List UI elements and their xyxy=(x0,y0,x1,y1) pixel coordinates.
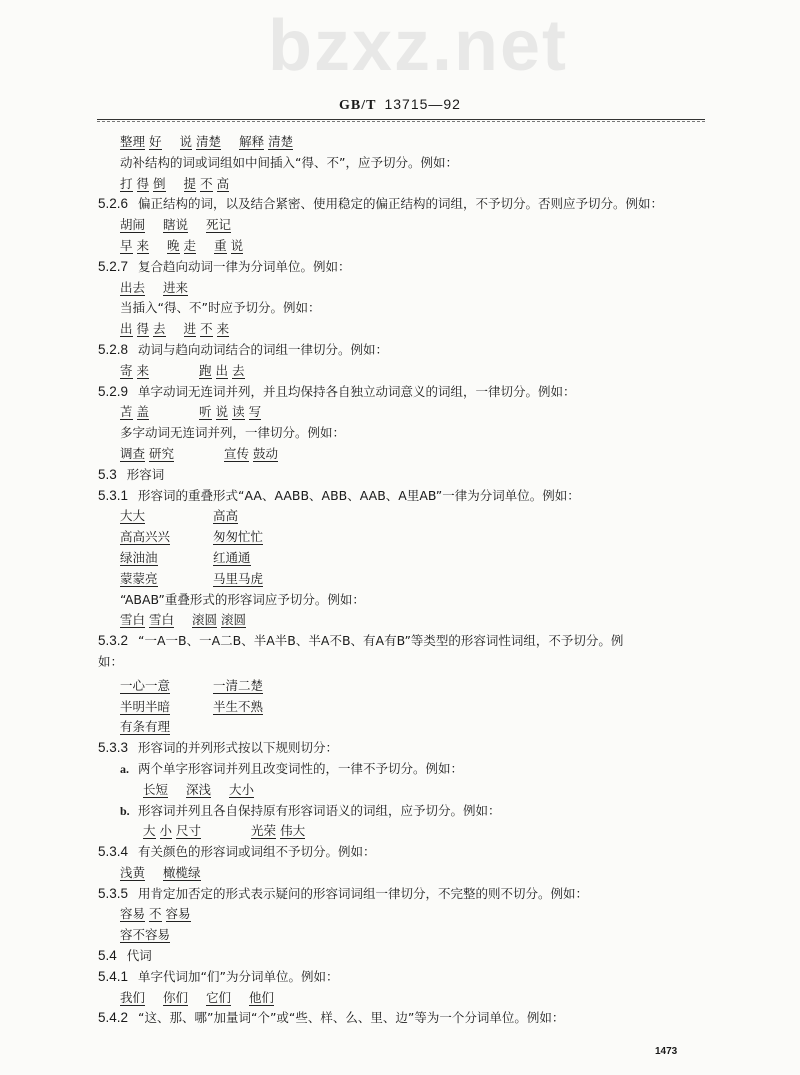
section-number: 5.3.4 xyxy=(98,844,129,860)
example-cell xyxy=(213,569,306,590)
example-word-group xyxy=(180,132,226,153)
example-table-row xyxy=(98,697,708,718)
segmented-token: 早 xyxy=(120,237,133,253)
segmented-token: 匆匆忙忙 xyxy=(213,529,264,545)
segmented-token: 好 xyxy=(149,134,162,149)
example-word-group xyxy=(167,236,200,257)
example-word-group xyxy=(143,780,172,801)
segmented-token: 高高 xyxy=(213,508,239,524)
example-table-row xyxy=(98,569,708,590)
example-word-group xyxy=(206,988,235,1009)
example-table-row xyxy=(98,676,708,697)
example-line xyxy=(98,821,708,842)
example-word-group xyxy=(120,174,170,195)
segmented-token: 宣传 xyxy=(224,445,250,461)
segmented-token: 尺寸 xyxy=(176,823,202,839)
segmented-token: 整理 xyxy=(120,134,146,149)
section-line xyxy=(98,842,708,863)
segmented-token: 倒 xyxy=(153,175,166,191)
standard-number: 13715—92 xyxy=(384,96,461,112)
list-marker: a. xyxy=(120,761,129,776)
segmented-token: 来 xyxy=(216,321,230,337)
paragraph-line xyxy=(98,153,708,174)
segmented-token: 清楚 xyxy=(268,134,294,149)
segmented-token: 出 xyxy=(215,362,229,378)
segmented-token: 有条有理 xyxy=(120,719,171,735)
segmented-token: 长短 xyxy=(143,781,169,797)
paragraph-text: 动补结构的词或词组如中间插入“得、不”，应予切分。例如： xyxy=(120,154,458,170)
example-word-group xyxy=(163,278,192,299)
example-cell xyxy=(213,676,306,697)
segmented-token: 橄榄绿 xyxy=(163,864,201,880)
segmented-token: 红通通 xyxy=(213,549,251,565)
segmented-token: 深浅 xyxy=(186,781,212,797)
segmented-token: 瞎说 xyxy=(163,217,189,233)
example-line xyxy=(98,361,708,382)
section-text: 单字动词无连词并列，并且均保持各自独立动词意义的词组，一律切分。例如： xyxy=(138,383,576,399)
segmented-token: 一心一意 xyxy=(120,677,171,693)
example-word-group xyxy=(120,361,153,382)
segmented-token: 雪白 xyxy=(149,612,175,628)
list-item xyxy=(98,759,708,780)
section-number: 5.3.2 xyxy=(98,633,129,649)
example-line xyxy=(98,215,708,236)
section-number: 5.3 xyxy=(98,466,117,482)
section-line xyxy=(98,884,708,905)
example-line xyxy=(98,444,708,465)
example-line xyxy=(98,988,708,1009)
example-line xyxy=(98,780,708,801)
segmented-token: 出去 xyxy=(120,279,146,295)
paragraph-line xyxy=(98,590,708,611)
segmented-token: 不 xyxy=(200,321,213,337)
segmented-token: 得 xyxy=(136,175,150,191)
section-line xyxy=(98,738,708,759)
segmented-token: 去 xyxy=(232,362,245,378)
section-number: 5.4.2 xyxy=(98,1010,129,1026)
section-number: 5.3.1 xyxy=(98,487,129,503)
section-line xyxy=(98,340,708,361)
example-word-group xyxy=(120,988,149,1009)
example-word-group xyxy=(143,821,205,842)
example-word-group xyxy=(120,278,149,299)
segmented-token: 苫 xyxy=(120,404,133,420)
section-line xyxy=(98,194,708,215)
segmented-token: 得 xyxy=(136,321,150,337)
paragraph-text: 当插入“得、不”时应予切分。例如： xyxy=(120,300,321,316)
example-cell xyxy=(120,548,213,569)
segmented-token: 打 xyxy=(120,175,133,191)
example-word-group xyxy=(239,132,297,153)
section-text: 动词与趋向动词结合的词组一律切分。例如： xyxy=(138,341,389,357)
example-word-group xyxy=(120,402,153,423)
segmented-token: 研究 xyxy=(149,445,175,461)
section-text: 形容词的并列形式按以下规则切分： xyxy=(138,740,339,756)
paragraph-text: 如： xyxy=(98,653,124,669)
segmented-token: 浅黄 xyxy=(120,864,146,880)
example-word-group xyxy=(120,444,178,465)
segmented-token: 提 xyxy=(183,175,197,191)
section-number: 5.4 xyxy=(98,948,117,964)
segmented-token: 大大 xyxy=(120,508,146,524)
segmented-token: 他们 xyxy=(249,989,275,1005)
example-cell xyxy=(120,527,213,548)
segmented-token: 鼓动 xyxy=(253,445,279,461)
segmented-token: 绿油油 xyxy=(120,549,158,565)
example-word-group xyxy=(251,821,309,842)
example-line xyxy=(98,236,708,257)
example-word-group xyxy=(120,610,178,631)
list-item-text: 形容词并列且各自保持原有形容词语义的词组，应予切分。例如： xyxy=(138,802,501,818)
example-word-group xyxy=(224,444,282,465)
segmented-token: 说 xyxy=(215,404,229,420)
continuation-line xyxy=(98,652,708,673)
segmented-token: 跑 xyxy=(199,362,212,378)
segmented-token: 滚圆 xyxy=(192,612,218,628)
section-text: 偏正结构的词，以及结合紧密、使用稳定的偏正结构的词组，不予切分。否则应予切分。例如： xyxy=(138,196,664,212)
section-text: 复合趋向动词一律为分词单位。例如： xyxy=(138,258,351,274)
segmented-token: 半明半暗 xyxy=(120,698,171,714)
example-cell xyxy=(120,697,213,718)
example-word-group xyxy=(120,319,170,340)
section-text: “这、那、哪”加量词“个”或“些、样、么、里、边”等为一个分词单位。例如： xyxy=(138,1010,565,1026)
segmented-token: 大小 xyxy=(229,781,255,797)
segmented-token: 读 xyxy=(232,404,245,420)
paragraph-text: 多字动词无连词并列，一律切分。例如： xyxy=(120,425,346,441)
example-line xyxy=(98,610,708,631)
document-body xyxy=(98,132,708,1029)
section-text: “一A一B、一A二B、半A半B、半A不B、有A有B”等类型的形容词性词组，不予切分。例 xyxy=(138,633,624,649)
example-word-group xyxy=(163,215,192,236)
example-line xyxy=(98,402,708,423)
example-word-group xyxy=(184,174,234,195)
section-text: 形容词 xyxy=(126,466,165,482)
header-rule xyxy=(97,119,705,122)
example-cell xyxy=(120,569,213,590)
example-cell xyxy=(213,548,306,569)
segmented-token: 寄 xyxy=(120,362,133,378)
section-text: 用肯定加否定的形式表示疑问的形容词词组一律切分，不完整的则不切分。例如： xyxy=(138,885,589,901)
section-text: 单字代词加“们”为分词单位。例如： xyxy=(138,968,339,984)
segmented-token: 来 xyxy=(136,237,150,253)
example-line xyxy=(98,904,708,925)
section-number: 5.2.7 xyxy=(98,258,129,274)
paragraph-line xyxy=(98,298,708,319)
section-number: 5.3.3 xyxy=(98,740,129,756)
example-word-group xyxy=(163,988,192,1009)
example-cell xyxy=(120,676,213,697)
segmented-token: 去 xyxy=(153,321,166,337)
segmented-token: 晚 xyxy=(167,237,180,253)
standard-prefix: GB/T xyxy=(339,98,377,113)
segmented-token: 半生不熟 xyxy=(213,698,264,714)
paragraph-text: “ABAB”重叠形式的形容词应予切分。例如： xyxy=(120,591,365,607)
segmented-token: 容易 xyxy=(165,906,191,922)
section-number: 5.4.1 xyxy=(98,968,129,984)
section-line xyxy=(98,967,708,988)
section-text: 代词 xyxy=(126,948,152,964)
segmented-token: 不 xyxy=(149,906,162,922)
example-cell xyxy=(213,506,306,527)
watermark: bzxz.net xyxy=(268,6,569,86)
example-word-group xyxy=(192,610,250,631)
segmented-token: 容不容易 xyxy=(120,927,171,943)
segmented-token: 进 xyxy=(183,321,197,337)
segmented-token: 它们 xyxy=(206,989,232,1005)
segmented-token: 走 xyxy=(183,237,197,253)
example-table-row xyxy=(98,717,708,738)
example-word-group xyxy=(199,361,249,382)
segmented-token: 容易 xyxy=(120,906,146,922)
example-table-row xyxy=(98,506,708,527)
segmented-token: 高高兴兴 xyxy=(120,529,171,545)
segmented-token: 你们 xyxy=(163,989,189,1005)
example-word-group xyxy=(163,863,205,884)
segmented-token: 说 xyxy=(179,134,193,149)
example-word-group xyxy=(186,780,215,801)
segmented-token: 死记 xyxy=(206,217,232,233)
section-line xyxy=(98,257,708,278)
segmented-token: 进来 xyxy=(163,279,189,295)
section-line xyxy=(98,382,708,403)
segmented-token: 高 xyxy=(216,175,230,191)
section-number: 5.2.9 xyxy=(98,383,129,399)
section-text: 形容词的重叠形式“AA、AABB、ABB、AAB、A里AB”一律为分词单位。例如： xyxy=(138,487,580,503)
example-word-group xyxy=(120,904,195,925)
segmented-token: 胡闹 xyxy=(120,217,146,233)
segmented-token: 马里马虎 xyxy=(213,570,264,586)
example-word-group xyxy=(120,215,149,236)
segmented-token: 我们 xyxy=(120,989,146,1005)
segmented-token: 听 xyxy=(199,404,212,420)
segmented-token: 出 xyxy=(120,321,133,337)
segmented-token: 一清二楚 xyxy=(213,677,264,693)
example-cell xyxy=(120,717,213,738)
section-number: 5.3.5 xyxy=(98,885,129,901)
segmented-token: 重 xyxy=(214,237,227,253)
section-line xyxy=(98,631,708,652)
example-cell xyxy=(213,527,306,548)
segmented-token: 调查 xyxy=(120,445,146,461)
segmented-token: 光荣 xyxy=(251,823,277,839)
example-cell xyxy=(213,697,306,718)
running-header xyxy=(0,96,800,114)
segmented-token: 写 xyxy=(248,404,262,420)
example-line xyxy=(98,174,708,195)
segmented-token: 伟大 xyxy=(280,823,306,839)
example-line xyxy=(98,925,708,946)
section-line xyxy=(98,946,708,967)
section-number: 5.2.8 xyxy=(98,341,129,357)
page-number: 1473 xyxy=(655,1046,678,1057)
example-word-group xyxy=(206,215,235,236)
example-line xyxy=(98,278,708,299)
segmented-token: 雪白 xyxy=(120,612,146,628)
segmented-token: 说 xyxy=(230,237,244,253)
section-line xyxy=(98,486,708,507)
example-table-row xyxy=(98,548,708,569)
example-word-group xyxy=(120,863,149,884)
example-word-group xyxy=(229,780,258,801)
example-cell xyxy=(120,506,213,527)
segmented-token: 滚圆 xyxy=(221,612,247,628)
segmented-token: 盖 xyxy=(136,404,150,420)
example-word-group xyxy=(120,236,153,257)
section-line xyxy=(98,465,708,486)
paragraph-line xyxy=(98,423,708,444)
list-item-text: 两个单字形容词并列且改变词性的，一律不予切分。例如： xyxy=(138,760,464,776)
list-item xyxy=(98,801,708,822)
example-word-group xyxy=(120,925,174,946)
segmented-token: 不 xyxy=(200,175,213,191)
example-word-group xyxy=(184,319,234,340)
example-word-group xyxy=(120,132,166,153)
segmented-token: 来 xyxy=(136,362,150,378)
example-table-row xyxy=(98,527,708,548)
example-word-group xyxy=(199,402,265,423)
segmented-token: 蒙蒙亮 xyxy=(120,570,158,586)
example-word-group xyxy=(249,988,278,1009)
example-line xyxy=(98,132,708,153)
section-text: 有关颜色的形容词或词组不予切分。例如： xyxy=(138,844,376,860)
example-line xyxy=(98,863,708,884)
section-number: 5.2.6 xyxy=(98,196,129,212)
segmented-token: 大 xyxy=(143,823,156,839)
example-word-group xyxy=(214,236,247,257)
example-line xyxy=(98,319,708,340)
segmented-token: 小 xyxy=(159,823,173,839)
list-marker: b. xyxy=(120,803,130,818)
section-line xyxy=(98,1008,708,1029)
segmented-token: 解释 xyxy=(239,134,265,149)
segmented-token: 清楚 xyxy=(196,134,222,149)
